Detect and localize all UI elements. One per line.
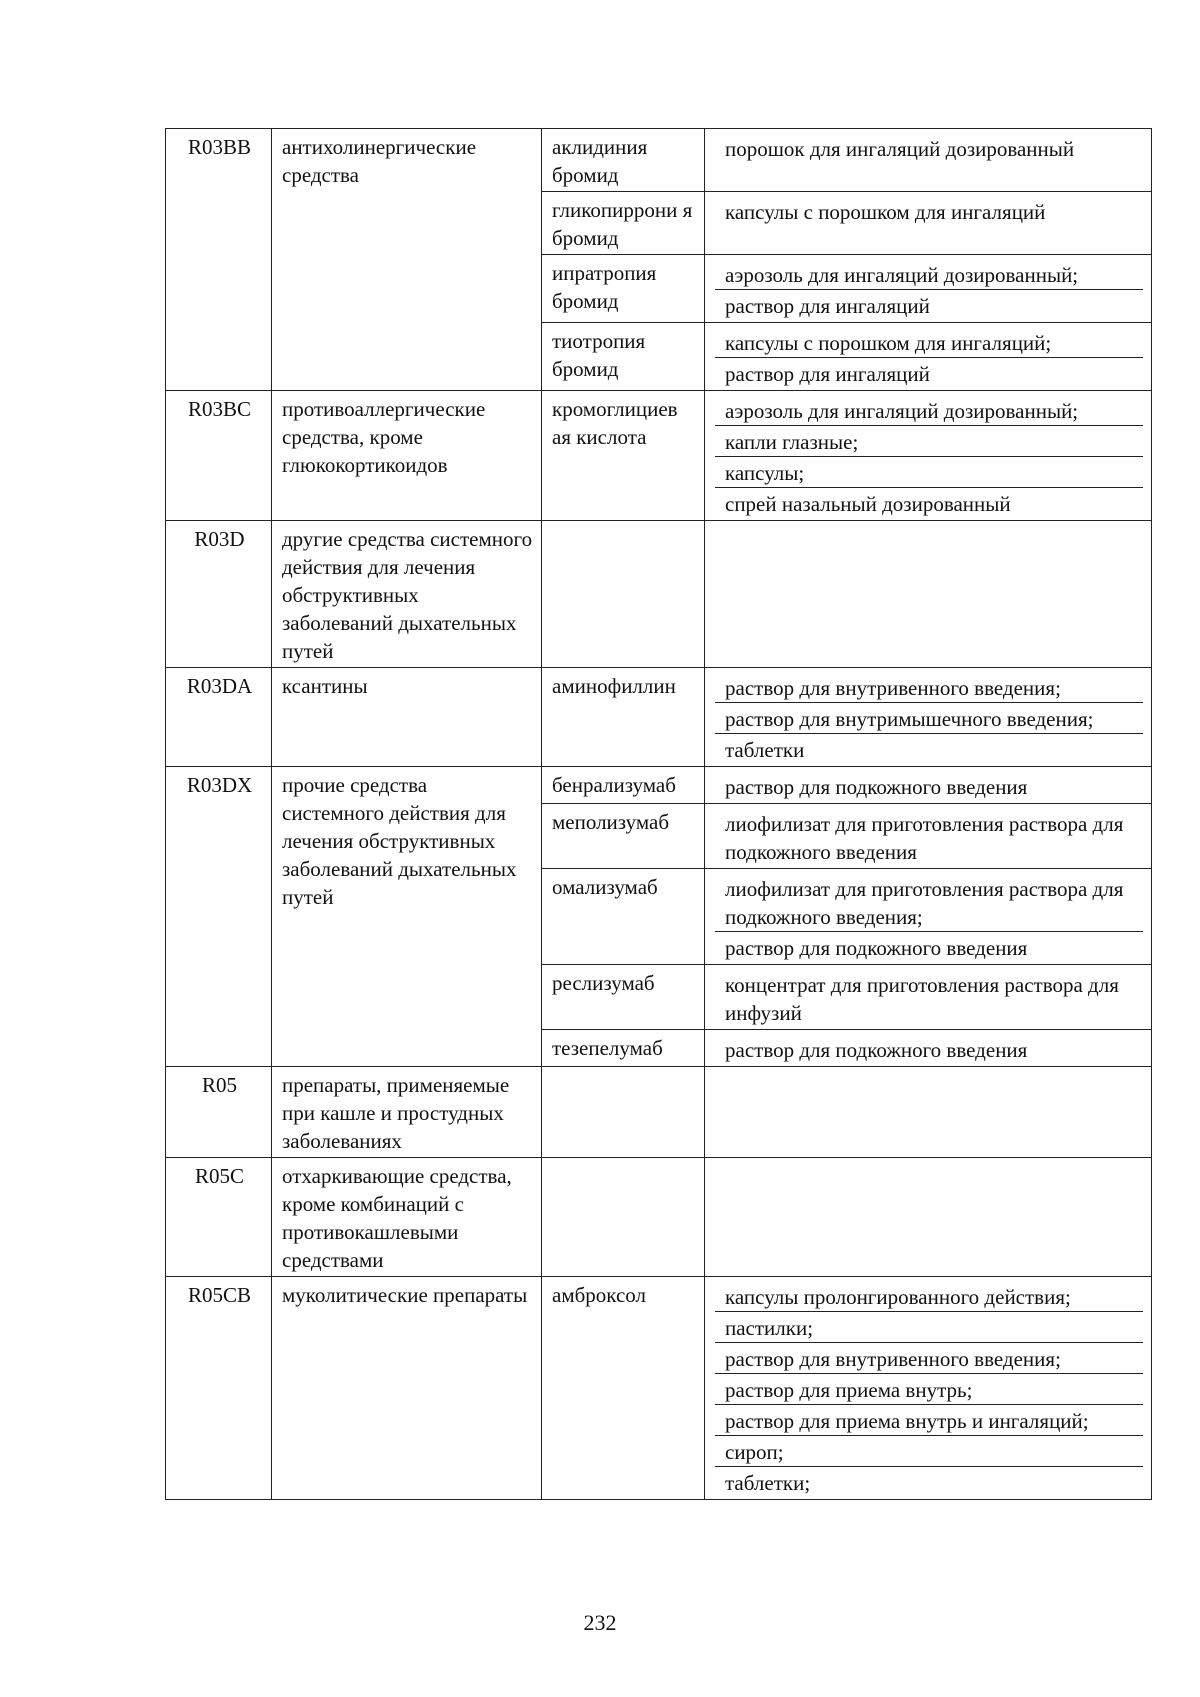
table-body: [166, 129, 1152, 1500]
table-row: [166, 1158, 1152, 1277]
dosage-form-item: раствор для внутривенного введения;: [715, 672, 1143, 703]
dosage-form-item: раствор для подкожного введения: [725, 775, 1028, 799]
dosage-form-item: раствор для ингаляций: [725, 362, 930, 386]
dosage-forms-cell: [705, 767, 1152, 804]
dosage-form-item: раствор для внутривенного введения;: [715, 1343, 1143, 1374]
atc-code-cell: R03BB: [166, 129, 272, 391]
dosage-form-item: концентрат для приготовления раствора для инфузий: [725, 973, 1119, 1025]
group-name-cell: ксантины: [272, 668, 542, 767]
dosage-form-item: таблетки: [725, 738, 805, 762]
dosage-forms-cell: [705, 804, 1152, 869]
drug-name-cell: реслизумаб: [542, 965, 705, 1030]
drug-name-cell: меполизумаб: [542, 804, 705, 869]
dosage-forms-cell: [705, 521, 1152, 668]
group-name-cell: прочие средства системного действия для лечения обструктивных заболеваний дыхательных путей: [272, 767, 542, 1067]
dosage-forms-cell: [705, 192, 1152, 255]
table-row: [166, 1277, 1152, 1500]
table-row: [166, 521, 1152, 668]
dosage-form-item: раствор для внутримышечного введения;: [715, 703, 1143, 734]
group-name-cell: отхаркивающие средства, кроме комбинаций с противокашлевыми средствами: [272, 1158, 542, 1277]
drug-name-cell: тезепелумаб: [542, 1030, 705, 1067]
drug-name-cell: омализумаб: [542, 869, 705, 965]
dosage-forms-cell: [705, 1277, 1152, 1500]
dosage-form-item: капсулы с порошком для ингаляций: [725, 200, 1046, 224]
group-name-cell: препараты, применяемые при кашле и простудных заболеваниях: [272, 1067, 542, 1158]
drug-name-cell: гликопиррони я бромид: [542, 192, 705, 255]
atc-code-cell: R03DA: [166, 668, 272, 767]
dosage-forms-cell: [705, 1067, 1152, 1158]
dosage-forms-cell: [705, 965, 1152, 1030]
group-name-cell: другие средства системного действия для лечения обструктивных заболеваний дыхательных путей: [272, 521, 542, 668]
dosage-form-item: порошок для ингаляций дозированный: [725, 137, 1075, 161]
dosage-form-item: лиофилизат для приготовления раствора для подкожного введения: [725, 812, 1124, 864]
drug-name-cell: ипратропия бромид: [542, 255, 705, 323]
atc-code-cell: R05CB: [166, 1277, 272, 1500]
dosage-form-item: раствор для подкожного введения: [725, 936, 1028, 960]
dosage-form-item: спрей назальный дозированный: [725, 492, 1011, 516]
group-name-cell: муколитические препараты: [272, 1277, 542, 1500]
dosage-form-item: раствор для ингаляций: [725, 294, 930, 318]
table-row: [166, 1067, 1152, 1158]
group-name-cell: противоаллергические средства, кроме глюкокортикоидов: [272, 391, 542, 521]
table-row: [166, 767, 1152, 804]
atc-code-cell: R03D: [166, 521, 272, 668]
dosage-forms-cell: [705, 1030, 1152, 1067]
dosage-form-item: лиофилизат для приготовления раствора для подкожного введения;: [715, 873, 1143, 932]
table-row: [166, 129, 1152, 192]
table-row: [166, 668, 1152, 767]
dosage-forms-cell: [705, 255, 1152, 323]
drug-name-cell: аминофиллин: [542, 668, 705, 767]
page-number: 232: [583, 1610, 617, 1635]
dosage-form-item: капсулы;: [715, 457, 1143, 488]
atc-code-cell: R05C: [166, 1158, 272, 1277]
dosage-forms-cell: [705, 391, 1152, 521]
drug-name-cell: бенрализумаб: [542, 767, 705, 804]
drug-name-cell: тиотропия бромид: [542, 323, 705, 391]
atc-code-cell: R05: [166, 1067, 272, 1158]
dosage-form-item: аэрозоль для ингаляций дозированный;: [715, 395, 1143, 426]
drug-name-cell: кромоглициев ая кислота: [542, 391, 705, 521]
dosage-form-item: раствор для приема внутрь;: [715, 1374, 1143, 1405]
drug-name-cell: амброксол: [542, 1277, 705, 1500]
medication-table: [165, 128, 1152, 1500]
dosage-forms-cell: [705, 668, 1152, 767]
dosage-forms-cell: [705, 1158, 1152, 1277]
dosage-forms-cell: [705, 869, 1152, 965]
dosage-form-item: раствор для приема внутрь и ингаляций;: [715, 1405, 1143, 1436]
atc-code-cell: R03BC: [166, 391, 272, 521]
dosage-form-item: таблетки;: [725, 1471, 811, 1495]
dosage-form-item: капсулы с порошком для ингаляций;: [715, 327, 1143, 358]
drug-name-cell: [542, 521, 705, 668]
dosage-form-item: капсулы пролонгированного действия;: [715, 1281, 1143, 1312]
dosage-form-item: пастилки;: [715, 1312, 1143, 1343]
drug-name-cell: [542, 1067, 705, 1158]
table-row: [166, 391, 1152, 521]
drug-name-cell: [542, 1158, 705, 1277]
dosage-form-item: капли глазные;: [715, 426, 1143, 457]
drug-name-cell: аклидиния бромид: [542, 129, 705, 192]
atc-code-cell: R03DX: [166, 767, 272, 1067]
dosage-forms-cell: [705, 323, 1152, 391]
group-name-cell: антихолинергические средства: [272, 129, 542, 391]
dosage-forms-cell: [705, 129, 1152, 192]
dosage-form-item: раствор для подкожного введения: [725, 1038, 1028, 1062]
dosage-form-item: аэрозоль для ингаляций дозированный;: [715, 259, 1143, 290]
dosage-form-item: сироп;: [715, 1436, 1143, 1467]
